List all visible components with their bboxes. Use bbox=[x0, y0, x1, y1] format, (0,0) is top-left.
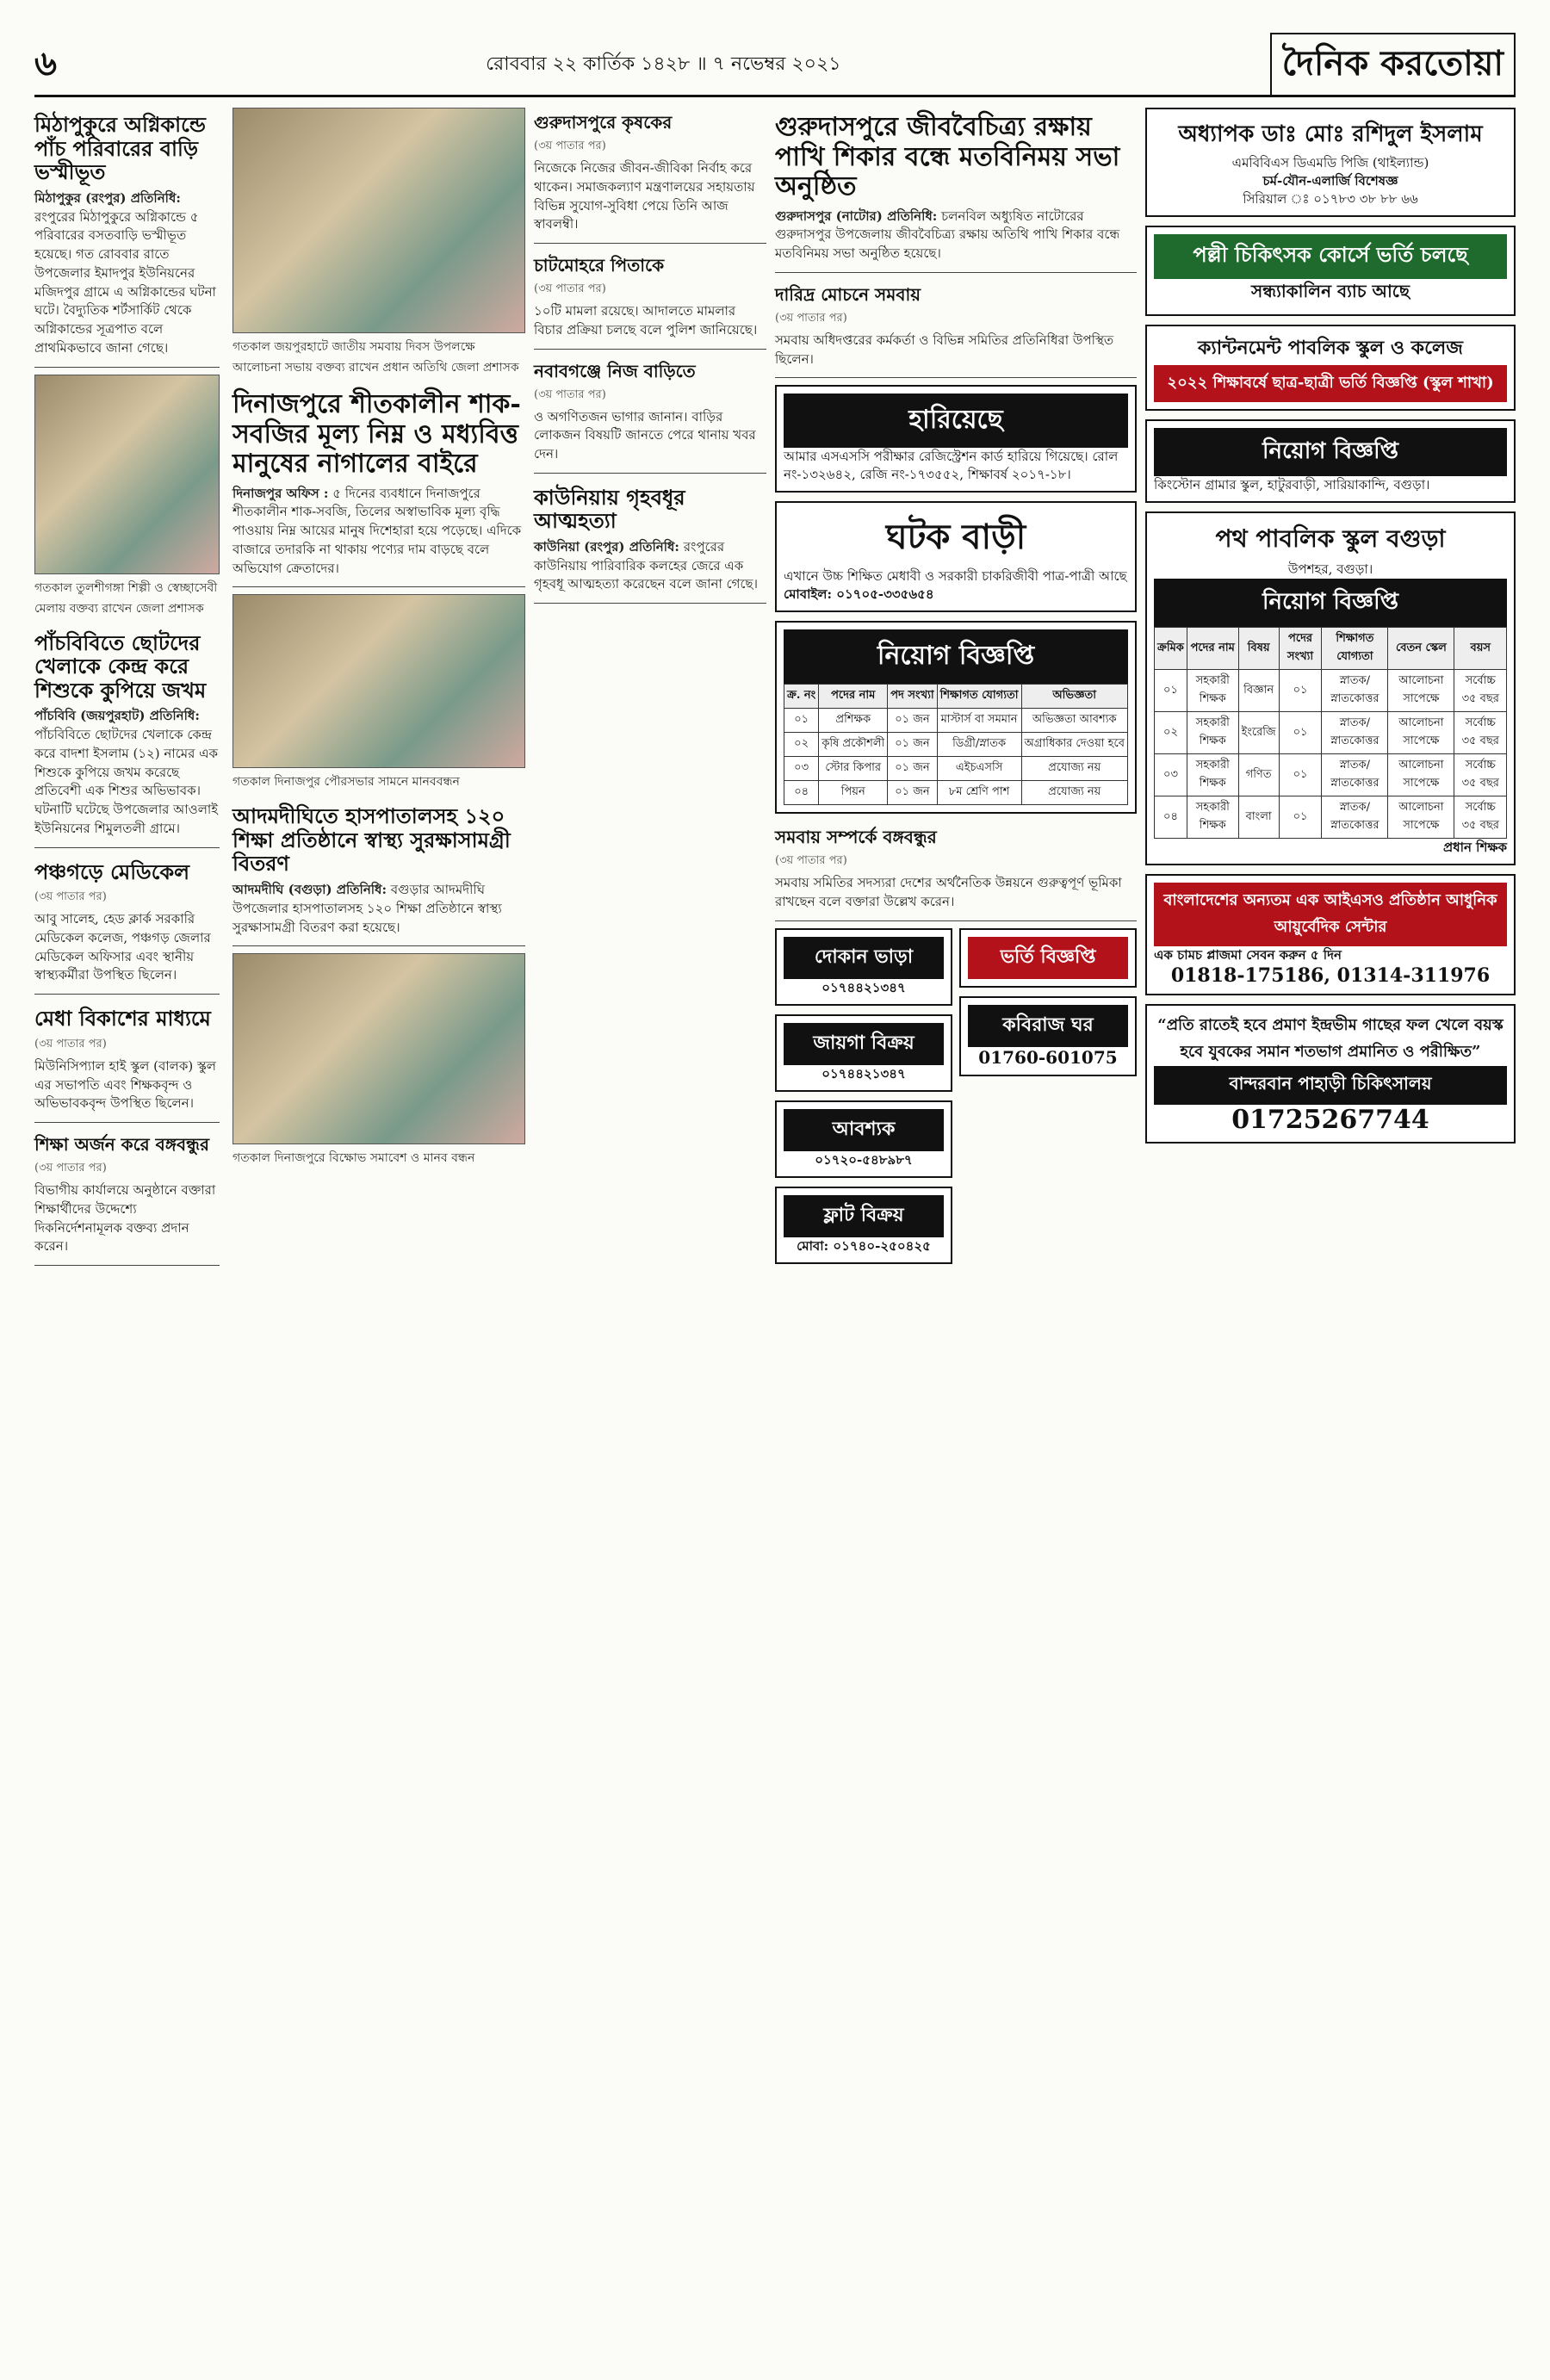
doctor-name: অধ্যাপক ডাঃ মোঃ রশিদুল ইসলাম bbox=[1178, 121, 1483, 147]
table-cell: প্রযোজ্য নয় bbox=[1021, 781, 1128, 805]
story-text: ৫ দিনের ব্যবধানে দিনাজপুরে শীতকালীন শাক-সবজি, তিলের অস্বাভাবিক মূল্য বৃদ্ধি পাওয়ায় নিম্ন আয়ের মানুষ দিশেহারা হয়ে পড়েছে। এদিকে বাজারে তদারকি না থাকায় পণ্যের দাম বাড়ছে বলে অভিযোগ ক্রেতাদের। bbox=[232, 485, 522, 576]
shop-rent-ad bbox=[775, 928, 952, 1006]
story-medha bbox=[34, 1001, 220, 1123]
story-text: রংপুরের মিঠাপুকুরে অগ্নিকান্ডে ৫ পরিবারের বসতবাড়ি ভস্মীভূত হয়েছে। গত রোববার রাতে উপজেলার ইমাদপুর ইউনিয়নের মজিদপুর গ্রামে এ অগ্নিকান্ডের ঘটনা ঘটে। বৈদ্যুতিক শর্টসার্কিট থেকে অগ্নিকান্ডের সূত্রপাত বলে প্রাথমিকভাবে জানা গেছে। bbox=[34, 208, 216, 356]
table-header-cell: অভিজ্ঞতা bbox=[1021, 685, 1128, 709]
dateline: পাঁচবিবি (জয়পুরহাট) প্রতিনিধি: bbox=[34, 708, 200, 724]
table-cell: স্নাতক/স্নাতকোত্তর bbox=[1322, 670, 1388, 712]
ad-title: ভর্তি বিজ্ঞপ্তি bbox=[968, 937, 1128, 979]
flat-sale-ad bbox=[775, 1187, 952, 1264]
table-cell: সহকারী শিক্ষক bbox=[1187, 754, 1238, 796]
table-header-cell: বয়স bbox=[1454, 628, 1507, 670]
table-cell: সহকারী শিক্ষক bbox=[1187, 796, 1238, 839]
table-cell: ০২ bbox=[784, 733, 819, 757]
ad-phone: 01725267744 bbox=[1231, 1105, 1429, 1135]
column-2 bbox=[232, 108, 525, 1175]
story-somobay bbox=[775, 822, 1137, 921]
table-cell: সহকারী শিক্ষক bbox=[1187, 670, 1238, 712]
story-kaunia bbox=[534, 480, 766, 604]
table-row bbox=[1155, 712, 1507, 754]
table-header-cell: বেতন স্কেল bbox=[1388, 628, 1454, 670]
doctor-degree: এমবিবিএস ডিএমডি পিজি (থাইল্যান্ড) bbox=[1231, 155, 1429, 170]
table-cell: এইচএসসি bbox=[937, 757, 1021, 781]
story-text: ও অগণিতজন ভাগার জানান। বাড়ির লোকজন বিষয়টি জানতে পেরে থানায় খবর দেন। bbox=[534, 408, 756, 462]
story-panchagarh-medical bbox=[34, 855, 220, 995]
table-cell: আলোচনা সাপেক্ষে bbox=[1388, 712, 1454, 754]
table-cell: স্নাতক/স্নাতকোত্তর bbox=[1322, 796, 1388, 839]
table-row bbox=[784, 757, 1128, 781]
table-cell: স্টোর কিপার bbox=[819, 757, 888, 781]
story-chatmohar bbox=[534, 251, 766, 350]
doctor-ad bbox=[1145, 108, 1516, 217]
table-header-cell: পদের সংখ্যা bbox=[1279, 628, 1322, 670]
dateline: মিঠাপুকুর (রংপুর) প্রতিনিধি: bbox=[34, 189, 181, 206]
table-row bbox=[1155, 670, 1507, 712]
table-cell: স্নাতক/স্নাতকোত্তর bbox=[1322, 712, 1388, 754]
table-cell: ০১ জন bbox=[888, 709, 937, 733]
table-cell: ০১ bbox=[1279, 670, 1322, 712]
column-3 bbox=[534, 108, 766, 610]
recruitment-ad bbox=[775, 621, 1137, 814]
table-header-cell: শিক্ষাগত যোগ্যতা bbox=[1322, 628, 1388, 670]
ad-phone: মোবা: ০১৭৪০-২৫০৪২৫ bbox=[797, 1237, 931, 1254]
page-number: ৬ bbox=[34, 42, 58, 84]
ad-title: ফ্লাট বিক্রয় bbox=[784, 1195, 944, 1237]
matchmaker-ad bbox=[775, 501, 1137, 612]
doctor-specialty: চর্ম-যৌন-এলার্জি বিশেষজ্ঞ bbox=[1262, 173, 1398, 189]
ad-title: নিয়োগ বিজ্ঞপ্তি bbox=[1154, 579, 1507, 627]
ad-title: “প্রতি রাতেই হবে প্রমাণ ইন্দ্রভীম গাছের ফল খেলে বয়স্ক হবে যুবকের সমান শতভাগ প্রমানিত ও পরীক্ষিত” bbox=[1157, 1016, 1504, 1061]
ad-title: জায়গা বিক্রয় bbox=[784, 1023, 944, 1065]
table-cell: আলোচনা সাপেক্ষে bbox=[1388, 754, 1454, 796]
table-cell: ০১ bbox=[1155, 670, 1187, 712]
ad-phone: 01760-601075 bbox=[978, 1046, 1118, 1068]
table-cell: বাংলা bbox=[1238, 796, 1279, 839]
table-cell: ০২ bbox=[1155, 712, 1187, 754]
column-1 bbox=[34, 108, 220, 1273]
table-cell: সর্বোচ্চ ৩৫ বছর bbox=[1454, 670, 1507, 712]
headline: শিক্ষা অর্জন করে বঙ্গবন্ধুর bbox=[34, 1134, 209, 1155]
table-cell: ০৩ bbox=[1155, 754, 1187, 796]
table-cell: ইংরেজি bbox=[1238, 712, 1279, 754]
headline: গুরুদাসপুরে জীববৈচিত্র্য রক্ষায় পাখি শিকার বন্ধে মতবিনিময় সভা অনুষ্ঠিত bbox=[775, 112, 1120, 201]
ad-title: ঘটক বাড়ী bbox=[885, 517, 1026, 558]
ad-footer: প্রধান শিক্ষক bbox=[1443, 840, 1507, 855]
news-photo bbox=[34, 375, 220, 574]
table-cell: পিয়ন bbox=[819, 781, 888, 805]
headline: দারিদ্র মোচনে সমবায় bbox=[775, 283, 921, 305]
photo-caption: গতকাল তুলশীগঙ্গা শিল্পী ও স্বেচ্ছাসেবী মেলায় বক্তব্য রাখেন জেলা প্রশাসক bbox=[34, 580, 218, 616]
table-header-cell: পদের নাম bbox=[1187, 628, 1238, 670]
ad-phone: 01818-175186, 01314-311976 bbox=[1170, 964, 1491, 987]
ad-title: পল্লী চিকিৎসক কোর্সে ভর্তি চলছে bbox=[1154, 234, 1507, 279]
headline: সমবায় সম্পর্কে বঙ্গবন্ধুর bbox=[775, 827, 937, 848]
continued-note: (৩য় পাতার পর) bbox=[534, 139, 606, 152]
school-location: উপশহর, বগুড়া। bbox=[1287, 561, 1373, 577]
photo-caption: গতকাল দিনাজপুরে বিক্ষোভ সমাবেশ ও মানব বন্ধন bbox=[232, 1151, 475, 1166]
school-name: ক্যান্টনমেন্ট পাবলিক স্কুল ও কলেজ bbox=[1198, 337, 1463, 359]
story-text: পাঁচবিবিতে ছোটদের খেলাকে কেন্দ্র করে বাদশা ইসলাম (১২) নামের এক শিশুকে কুপিয়ে জখম করেছে প্রতিবেশী এক শিশুর অভিভাবক। ঘটনাটি ঘটেছে উপজেলার আওলাই ইউনিয়নের শিমুলতলী গ্রামে। bbox=[34, 727, 219, 836]
story-body bbox=[34, 189, 220, 358]
story-text: আবু সালেহ, হেড ক্লার্ক সরকারি মেডিকেল কলেজ, পঞ্চগড় জেলার মেডিকেল অফিসার এবং স্থানীয় স্বাস্থ্যকর্মীরা উপস্থিত ছিলেন। bbox=[34, 911, 211, 983]
story-mithapukur-fire bbox=[34, 108, 220, 368]
table-body bbox=[784, 709, 1128, 805]
news-photo bbox=[232, 594, 525, 768]
table-cell: স্নাতক/স্নাতকোত্তর bbox=[1322, 754, 1388, 796]
table-row bbox=[784, 709, 1128, 733]
dateline: কাউনিয়া (রংপুর) প্রতিনিধি: bbox=[534, 538, 679, 555]
school-name: পথ পাবলিক স্কুল বগুড়া bbox=[1215, 524, 1446, 553]
need-ad bbox=[775, 1100, 952, 1178]
photo-caption: গতকাল জয়পুরহাটে জাতীয় সমবায় দিবস উপলক্ষে আলোচনা সভায় বক্তব্য রাখেন প্রধান অতিথি জেলা প্রশাসক bbox=[232, 340, 519, 375]
headline: মিঠাপুকুরে অগ্নিকান্ডে পাঁচ পরিবারের বাড়ি ভস্মীভূত bbox=[34, 112, 206, 185]
table-cell: ০৪ bbox=[1155, 796, 1187, 839]
school-admission-ad bbox=[1145, 325, 1516, 411]
story-text: সমবায় সমিতির সদস্যরা দেশের অর্থনৈতিক উন্নয়নে গুরুত্বপূর্ণ ভূমিকা রাখছেন বলে বক্তারা উল্লেখ করেন। bbox=[775, 875, 1122, 909]
story-body bbox=[775, 208, 1137, 263]
ad-subtitle: সন্ধ্যাকালিন ব্যাচ আছে bbox=[1251, 281, 1410, 301]
table-header-cell: ক্র. নং bbox=[784, 685, 819, 709]
continued-note: (৩য় পাতার পর) bbox=[34, 890, 107, 904]
table-cell: বিজ্ঞান bbox=[1238, 670, 1279, 712]
ad-text: আমার এসএসসি পরীক্ষার রেজিস্ট্রেশন কার্ড হারিয়ে গিয়েছে। রোল নং-১৩২৬৪২, রেজি নং-১৭৩৫৫২, শিক্ষাবর্ষ ২০১৭-১৮। bbox=[784, 449, 1119, 483]
table-cell: আলোচনা সাপেক্ষে bbox=[1388, 796, 1454, 839]
headline: পঞ্চগড়ে মেডিকেল bbox=[34, 858, 190, 884]
continued-note: (৩য় পাতার পর) bbox=[534, 282, 606, 295]
table-cell: ০১ জন bbox=[888, 733, 937, 757]
ayurvedic-ad bbox=[1145, 874, 1516, 995]
table-row bbox=[1155, 796, 1507, 839]
headline: নবাবগঞ্জে নিজ বাড়িতে bbox=[534, 360, 696, 381]
story-adamdighi bbox=[232, 799, 525, 946]
story-text: বগুড়ার আদমদীঘি উপজেলার হাসপাতালসহ ১২০ শিক্ষা প্রতিষ্ঠানে স্বাস্থ্য সুরক্ষাসামগ্রী বিতরণ করা হয়েছে। bbox=[232, 882, 502, 935]
table-header-cell: বিষয় bbox=[1238, 628, 1279, 670]
story-panchbibi bbox=[34, 626, 220, 848]
path-school-ad bbox=[1145, 511, 1516, 865]
lost-document-ad bbox=[775, 385, 1137, 493]
page-header bbox=[34, 34, 1516, 97]
story-body bbox=[534, 538, 766, 594]
ad-phone: মোবাইল: ০১৭০৫-৩৩৫৬৫৪ bbox=[784, 586, 934, 603]
story-text: ১০টি মামলা রয়েছে। আদালতে মামলার বিচার প্রক্রিয়া চলছে বলে পুলিশ জানিয়েছে। bbox=[534, 303, 758, 338]
table-header-cell: পদ সংখ্যা bbox=[888, 685, 937, 709]
table-row bbox=[784, 733, 1128, 757]
story-text: বিভাগীয় কার্যালয়ে অনুষ্ঠানে বক্তারা শিক্ষার্থীদের উদ্দেশ্যে দিকনির্দেশনামূলক বক্তব্য প্রদান করেন। bbox=[34, 1182, 216, 1255]
table-header-cell: ক্রমিক bbox=[1155, 628, 1187, 670]
issue-date: রোববার ২২ কার্তিক ১৪২৮ ॥ ৭ নভেম্বর ২০২১ bbox=[486, 53, 841, 75]
table-cell: প্রশিক্ষক bbox=[819, 709, 888, 733]
table-cell: ৮ম শ্রেণি পাশ bbox=[937, 781, 1021, 805]
photo-caption: গতকাল দিনাজপুর পৌরসভার সামনে মানববন্ধন bbox=[232, 775, 460, 790]
table-row bbox=[1155, 754, 1507, 796]
story-gurudaspur-farmer bbox=[534, 108, 766, 244]
ad-phone: ০১৭৪৪২১৩৪৭ bbox=[822, 979, 906, 995]
table-body bbox=[1155, 670, 1507, 839]
table-cell: ডিগ্রী/স্নাতক bbox=[937, 733, 1021, 757]
herbal-ad bbox=[1145, 1004, 1516, 1144]
masthead-logo: দৈনিক করতোয়া bbox=[1270, 33, 1516, 97]
ad-text: এক চামচ প্লাজমা সেবন করুন ৫ দিন bbox=[1154, 947, 1342, 963]
dateline: গুরুদাসপুর (নাটোর) প্রতিনিধি: bbox=[775, 208, 938, 224]
table-cell: ০১ bbox=[1279, 754, 1322, 796]
table-cell: অভিজ্ঞতা আবশ্যক bbox=[1021, 709, 1128, 733]
table-cell: আলোচনা সাপেক্ষে bbox=[1388, 670, 1454, 712]
land-sale-ad bbox=[775, 1014, 952, 1092]
story-text: চলনবিল অধ্যুষিত নাটোরের গুরুদাসপুর উপজেলায় জীববৈচিত্র্য রক্ষায় অতিথি পাখি শিকার বন্ধে মতবিনিময় সভা অনুষ্ঠিত হয়েছে। bbox=[775, 208, 1120, 261]
story-shiksha bbox=[34, 1130, 220, 1266]
table-cell: সহকারী শিক্ষক bbox=[1187, 712, 1238, 754]
continued-note: (৩য় পাতার পর) bbox=[534, 387, 606, 401]
dateline: আদমদীঘি (বগুড়া) প্রতিনিধি: bbox=[232, 882, 388, 898]
story-text: মিউনিসিপ্যাল হাই স্কুল (বালক) স্কুল এর সভাপতি এবং শিক্ষকবৃন্দ ও অভিভাবকবৃন্দ উপস্থিত ছিলেন। bbox=[34, 1057, 216, 1112]
admission-ad bbox=[959, 928, 1137, 988]
table-row bbox=[784, 781, 1128, 805]
table-header-row bbox=[1155, 628, 1507, 670]
story-text: রংপুরের কাউনিয়ায় পারিবারিক কলহের জেরে এক গৃহবধূ আত্মহত্যা করেছেন বলে জানা গেছে। bbox=[534, 538, 758, 592]
table-header-row bbox=[784, 685, 1128, 709]
table-cell: সর্বোচ্চ ৩৫ বছর bbox=[1454, 712, 1507, 754]
ad-title: দোকান ভাড়া bbox=[784, 937, 944, 979]
dateline: দিনাজপুর অফিস : bbox=[232, 485, 329, 501]
table-cell: অগ্রাধিকার দেওয়া হবে bbox=[1021, 733, 1128, 757]
recruitment-table bbox=[784, 684, 1128, 805]
table-cell: ০৪ bbox=[784, 781, 819, 805]
table-cell: ০১ bbox=[784, 709, 819, 733]
story-dinajpur-vegetables bbox=[232, 385, 525, 587]
story-text: নিজেকে নিজের জীবন-জীবিকা নির্বাহ করে থাকেন। সমাজকল্যাণ মন্ত্রণালয়ের সহায়তায় বিভিন্ন সুযোগ-সুবিধা পেয়ে তিনি আজ স্বাবলম্বী। bbox=[534, 160, 755, 232]
table-cell: কৃষি প্রকৌশলী bbox=[819, 733, 888, 757]
headline: দিনাজপুরে শীতকালীন শাক-সবজির মূল্য নিম্ন ও মধ্যবিত্ত মানুষের নাগালের বাইরে bbox=[232, 389, 521, 479]
classified-right bbox=[959, 928, 1137, 1273]
ad-title: কবিরাজ ঘর bbox=[968, 1005, 1128, 1047]
column-5 bbox=[1145, 108, 1516, 1152]
ad-footer: বান্দরবান পাহাড়ী চিকিৎসালয় bbox=[1154, 1066, 1507, 1105]
ad-title: নিয়োগ বিজ্ঞপ্তি bbox=[784, 629, 1128, 684]
ad-text: এখানে উচ্চ শিক্ষিত মেধাবী ও সরকারী চাকরিজীবী পাত্র-পাত্রী আছে bbox=[784, 568, 1127, 585]
table-cell: সর্বোচ্চ ৩৫ বছর bbox=[1454, 754, 1507, 796]
story-gurudaspur-birds bbox=[775, 108, 1137, 273]
headline: আদমদীঘিতে হাসপাতালসহ ১২০ শিক্ষা প্রতিষ্ঠানে স্বাস্থ্য সুরক্ষাসামগ্রী বিতরণ bbox=[232, 803, 511, 877]
ad-title: বাংলাদেশের অন্যতম এক আইএসও প্রতিষ্ঠান আধুনিক আয়ুর্বেদিক সেন্টার bbox=[1154, 883, 1507, 946]
course-ad bbox=[1145, 226, 1516, 316]
continued-note: (৩য় পাতার পর) bbox=[34, 1037, 107, 1051]
column-4 bbox=[775, 108, 1137, 1273]
classified-left bbox=[775, 928, 952, 1273]
table-cell: প্রযোজ্য নয় bbox=[1021, 757, 1128, 781]
headline: চাটমোহরে পিতাকে bbox=[534, 255, 665, 276]
ad-title: হারিয়েছে bbox=[784, 394, 1128, 448]
ad-title: ২০২২ শিক্ষাবর্ষে ছাত্র-ছাত্রী ভর্তি বিজ্ঞপ্তি (স্কুল শাখা) bbox=[1154, 365, 1507, 402]
ad-title: নিয়োগ বিজ্ঞপ্তি bbox=[1154, 428, 1507, 476]
story-body bbox=[34, 707, 220, 838]
doctor-serial: সিরিয়াল ঃ ০১৭৮৩ ৩৮ ৮৮ ৬৬ bbox=[1243, 191, 1418, 207]
table-cell: গণিত bbox=[1238, 754, 1279, 796]
table-cell: মাস্টার্স বা সমমান bbox=[937, 709, 1021, 733]
headline: পাঁচবিবিতে ছোটদের খেলাকে কেন্দ্র করে শিশুকে কুপিয়ে জখম bbox=[34, 629, 207, 703]
ad-title: আবশ্যক bbox=[784, 1109, 944, 1151]
path-school-table bbox=[1154, 627, 1507, 839]
table-cell: ০১ জন bbox=[888, 781, 937, 805]
news-photo bbox=[232, 953, 525, 1144]
table-header-cell: পদের নাম bbox=[819, 685, 888, 709]
table-cell: ০১ জন bbox=[888, 757, 937, 781]
story-text: সমবায় অধিদপ্তরের কর্মকর্তা ও বিভিন্ন সমিতির প্রতিনিধিরা উপস্থিত ছিলেন। bbox=[775, 332, 1114, 367]
story-body bbox=[232, 485, 525, 579]
headline: গুরুদাসপুরে কৃষকের bbox=[534, 112, 673, 133]
continued-note: (৩য় পাতার পর) bbox=[775, 854, 847, 868]
story-daridro bbox=[775, 280, 1137, 379]
continued-note: (৩য় পাতার পর) bbox=[34, 1162, 107, 1175]
news-photo bbox=[232, 108, 525, 333]
ad-text: কিংস্টোন গ্রামার স্কুল, হাটুরবাড়ী, সারিয়াকান্দি, বগুড়া। bbox=[1154, 477, 1430, 493]
table-cell: ০১ bbox=[1279, 796, 1322, 839]
table-header-cell: শিক্ষাগত যোগ্যতা bbox=[937, 685, 1021, 709]
kabiraj-ad bbox=[959, 996, 1137, 1076]
story-nawabganj bbox=[534, 356, 766, 474]
headline: কাউনিয়ায় গৃহবধূর আত্মহত্যা bbox=[534, 484, 685, 534]
table-cell: সর্বোচ্চ ৩৫ বছর bbox=[1454, 796, 1507, 839]
ad-phone: ০১৭২০-৫৪৮৯৮৭ bbox=[815, 1151, 913, 1168]
recruitment-ad-2 bbox=[1145, 419, 1516, 503]
classified-row bbox=[775, 928, 1137, 1273]
story-body bbox=[232, 881, 525, 937]
table-cell: ০১ bbox=[1279, 712, 1322, 754]
continued-note: (৩য় পাতার পর) bbox=[775, 311, 847, 325]
table-cell: ০৩ bbox=[784, 757, 819, 781]
headline: মেধা বিকাশের মাধ্যমে bbox=[34, 1006, 211, 1032]
ad-phone: ০১৭৪৪২১৩৪৭ bbox=[822, 1065, 906, 1082]
